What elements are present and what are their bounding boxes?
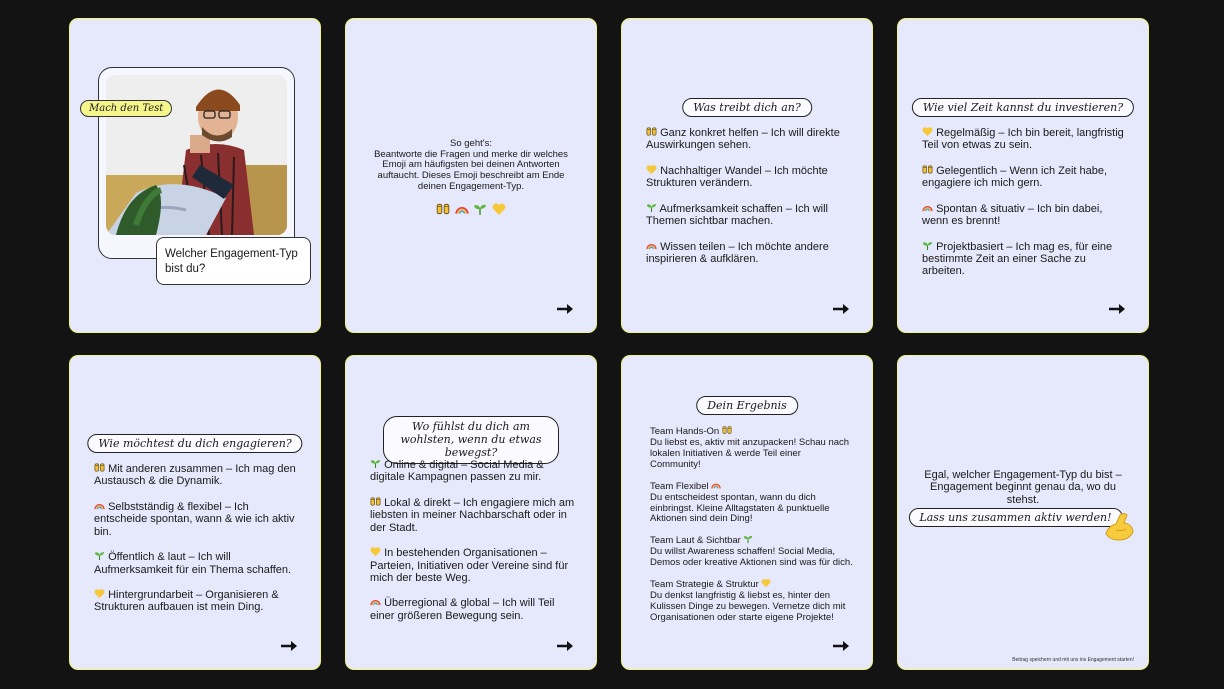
result-text: Du willst Awareness schaffen! Social Media, Demos oder kreative Aktionen sind was für dich. xyxy=(650,546,853,569)
seedling-icon xyxy=(922,240,933,251)
intro-card xyxy=(69,18,321,333)
seedling-icon xyxy=(370,458,381,469)
photo-frame xyxy=(98,67,295,259)
result-name: Team Strategie & Struktur xyxy=(650,579,759,591)
result-item xyxy=(650,480,854,526)
seedling-icon xyxy=(646,202,657,213)
instructions-body: Beantworte die Fragen und merke dir welches Emoji am häufigsten bei deinen Antworten auftaucht. Dieses Emoji beschreibt am Ende deinen Engagement-Typ. xyxy=(374,148,568,192)
answer-item[interactable]: Ganz konkret helfen – Ich will direkte Auswirkungen sehen. xyxy=(646,127,840,152)
rainbow-icon xyxy=(922,202,933,213)
answer-item[interactable]: Selbstständig & flexibel – Ich entscheide spontan, wann & wie ich aktiv bin. xyxy=(94,500,295,538)
arrow-right-icon[interactable] xyxy=(556,640,576,652)
answer-item[interactable]: In bestehenden Organisationen – Parteien, Initiativen oder Vereine sind für mich der beste Weg. xyxy=(370,547,569,584)
flexed-biceps-icon xyxy=(1102,508,1136,542)
answer-list xyxy=(646,126,854,277)
result-name: Team Flexibel xyxy=(650,480,709,492)
raised-hands-icon xyxy=(646,126,657,137)
arrow-right-icon[interactable] xyxy=(1108,303,1128,315)
person-reading-photo xyxy=(106,75,287,235)
result-text: Du entscheidest spontan, wann du dich einbringst. Kleine Alltagstaten & punktuelle Aktionen sind dein Ding! xyxy=(650,491,830,525)
question-title: Was treibt dich an? xyxy=(682,98,812,117)
result-name: Team Hands-On xyxy=(650,426,720,437)
yellow-heart-icon xyxy=(646,164,657,175)
result-title: Dein Ergebnis xyxy=(696,396,798,415)
test-tag: Mach den Test xyxy=(80,100,172,117)
arrow-right-icon[interactable] xyxy=(556,303,576,315)
result-text: Du liebst es, aktiv mit anzupacken! Schau nach lokalen Initiativen & werde Teil einer Community! xyxy=(650,436,850,470)
question-card-time xyxy=(897,18,1149,333)
yellow-heart-icon xyxy=(370,546,381,557)
answer-item[interactable]: Hintergrundarbeit – Organisieren & Strukturen aufbauen ist mein Ding. xyxy=(94,588,279,614)
closing-text: Egal, welcher Engagement-Typ du bist – Engagement beginnt genau da, wo du stehst. xyxy=(924,469,1122,506)
question-card-style xyxy=(69,355,321,670)
answer-item[interactable]: Wissen teilen – Ich möchte andere inspirieren & aufklären. xyxy=(646,240,829,265)
result-item xyxy=(650,425,854,471)
result-text: Du denkst langfristig & liebst es, hinter den Kulissen Dinge zu bewegen. Vernetze dich mit Organisationen oder starte eigene Projekte! xyxy=(650,590,846,623)
instructions-card xyxy=(345,18,597,333)
answer-item[interactable]: Lokal & direkt – Ich engagiere mich am liebsten in meiner Nachbarschaft oder in der Stadt. xyxy=(370,496,575,534)
answer-list xyxy=(922,126,1130,290)
question-card-place xyxy=(345,355,597,670)
raised-hands-icon xyxy=(436,202,450,216)
question-title: Wo fühlst du dich am wohlsten, wenn du etwas bewegst? xyxy=(383,416,559,464)
seedling-icon xyxy=(94,550,105,561)
instructions-intro: So geht's: xyxy=(450,138,492,149)
yellow-heart-icon xyxy=(922,126,933,137)
result-name: Team Laut & Sichtbar xyxy=(650,535,741,547)
answer-item[interactable]: Online & digital – Social Media & digitale Kampagnen passen zu mir. xyxy=(370,459,544,484)
arrow-right-icon[interactable] xyxy=(832,303,852,315)
raised-hands-icon xyxy=(94,462,105,473)
result-list xyxy=(650,425,854,633)
rainbow-icon xyxy=(455,202,469,216)
raised-hands-icon xyxy=(922,164,933,175)
question-box: Welcher Engagement-Typ bist du? xyxy=(156,237,311,285)
answer-item[interactable]: Spontan & situativ – Ich bin dabei, wenn es brennt! xyxy=(922,202,1103,228)
result-item xyxy=(650,534,854,569)
question-title: Wie möchtest du dich engagieren? xyxy=(87,434,302,453)
yellow-heart-icon xyxy=(761,578,771,588)
raised-hands-icon xyxy=(722,425,732,435)
instructions-text xyxy=(368,139,574,192)
call-to-action: Lass uns zusammen aktiv werden! xyxy=(908,508,1122,527)
raised-hands-icon xyxy=(370,496,381,507)
answer-item[interactable]: Regelmäßig – Ich bin bereit, langfristig Teil von etwas zu sein. xyxy=(922,127,1124,152)
question-card-motivation xyxy=(621,18,873,333)
result-card xyxy=(621,355,873,670)
result-item xyxy=(650,578,854,624)
rainbow-icon xyxy=(370,596,381,607)
seedling-icon xyxy=(743,534,753,544)
rainbow-icon xyxy=(711,480,721,490)
emoji-legend xyxy=(346,202,596,220)
closing-card xyxy=(897,355,1149,670)
seedling-icon xyxy=(473,202,487,216)
answer-item[interactable]: Nachhaltiger Wandel – Ich möchte Strukturen verändern. xyxy=(646,164,828,190)
answer-item[interactable]: Mit anderen zusammen – Ich mag den Austausch & die Dynamik. xyxy=(94,463,296,488)
answer-item[interactable]: Öffentlich & laut – Ich will Aufmerksamkeit für ein Thema schaffen. xyxy=(94,551,292,576)
rainbow-icon xyxy=(646,240,657,251)
answer-item[interactable]: Aufmerksamkeit schaffen – Ich will Themen sichtbar machen. xyxy=(646,202,828,228)
answer-item[interactable]: Gelegentlich – Wenn ich Zeit habe, engagiere ich mich gern. xyxy=(922,164,1108,190)
question-title: Wie viel Zeit kannst du investieren? xyxy=(912,98,1134,117)
footer-note: Beitrag speichern und mit uns ins Engagement starten! xyxy=(1012,657,1134,663)
answer-list xyxy=(94,462,302,626)
yellow-heart-icon xyxy=(94,588,105,599)
rainbow-icon xyxy=(94,500,105,511)
answer-item[interactable]: Überregional & global – Ich will Teil einer größeren Bewegung sein. xyxy=(370,597,555,622)
answer-item[interactable]: Projektbasiert – Ich mag es, für eine bestimmte Zeit an einer Sache zu arbeiten. xyxy=(922,240,1113,278)
yellow-heart-icon xyxy=(492,202,506,216)
arrow-right-icon[interactable] xyxy=(280,640,300,652)
answer-list xyxy=(370,458,578,634)
arrow-right-icon[interactable] xyxy=(832,640,852,652)
